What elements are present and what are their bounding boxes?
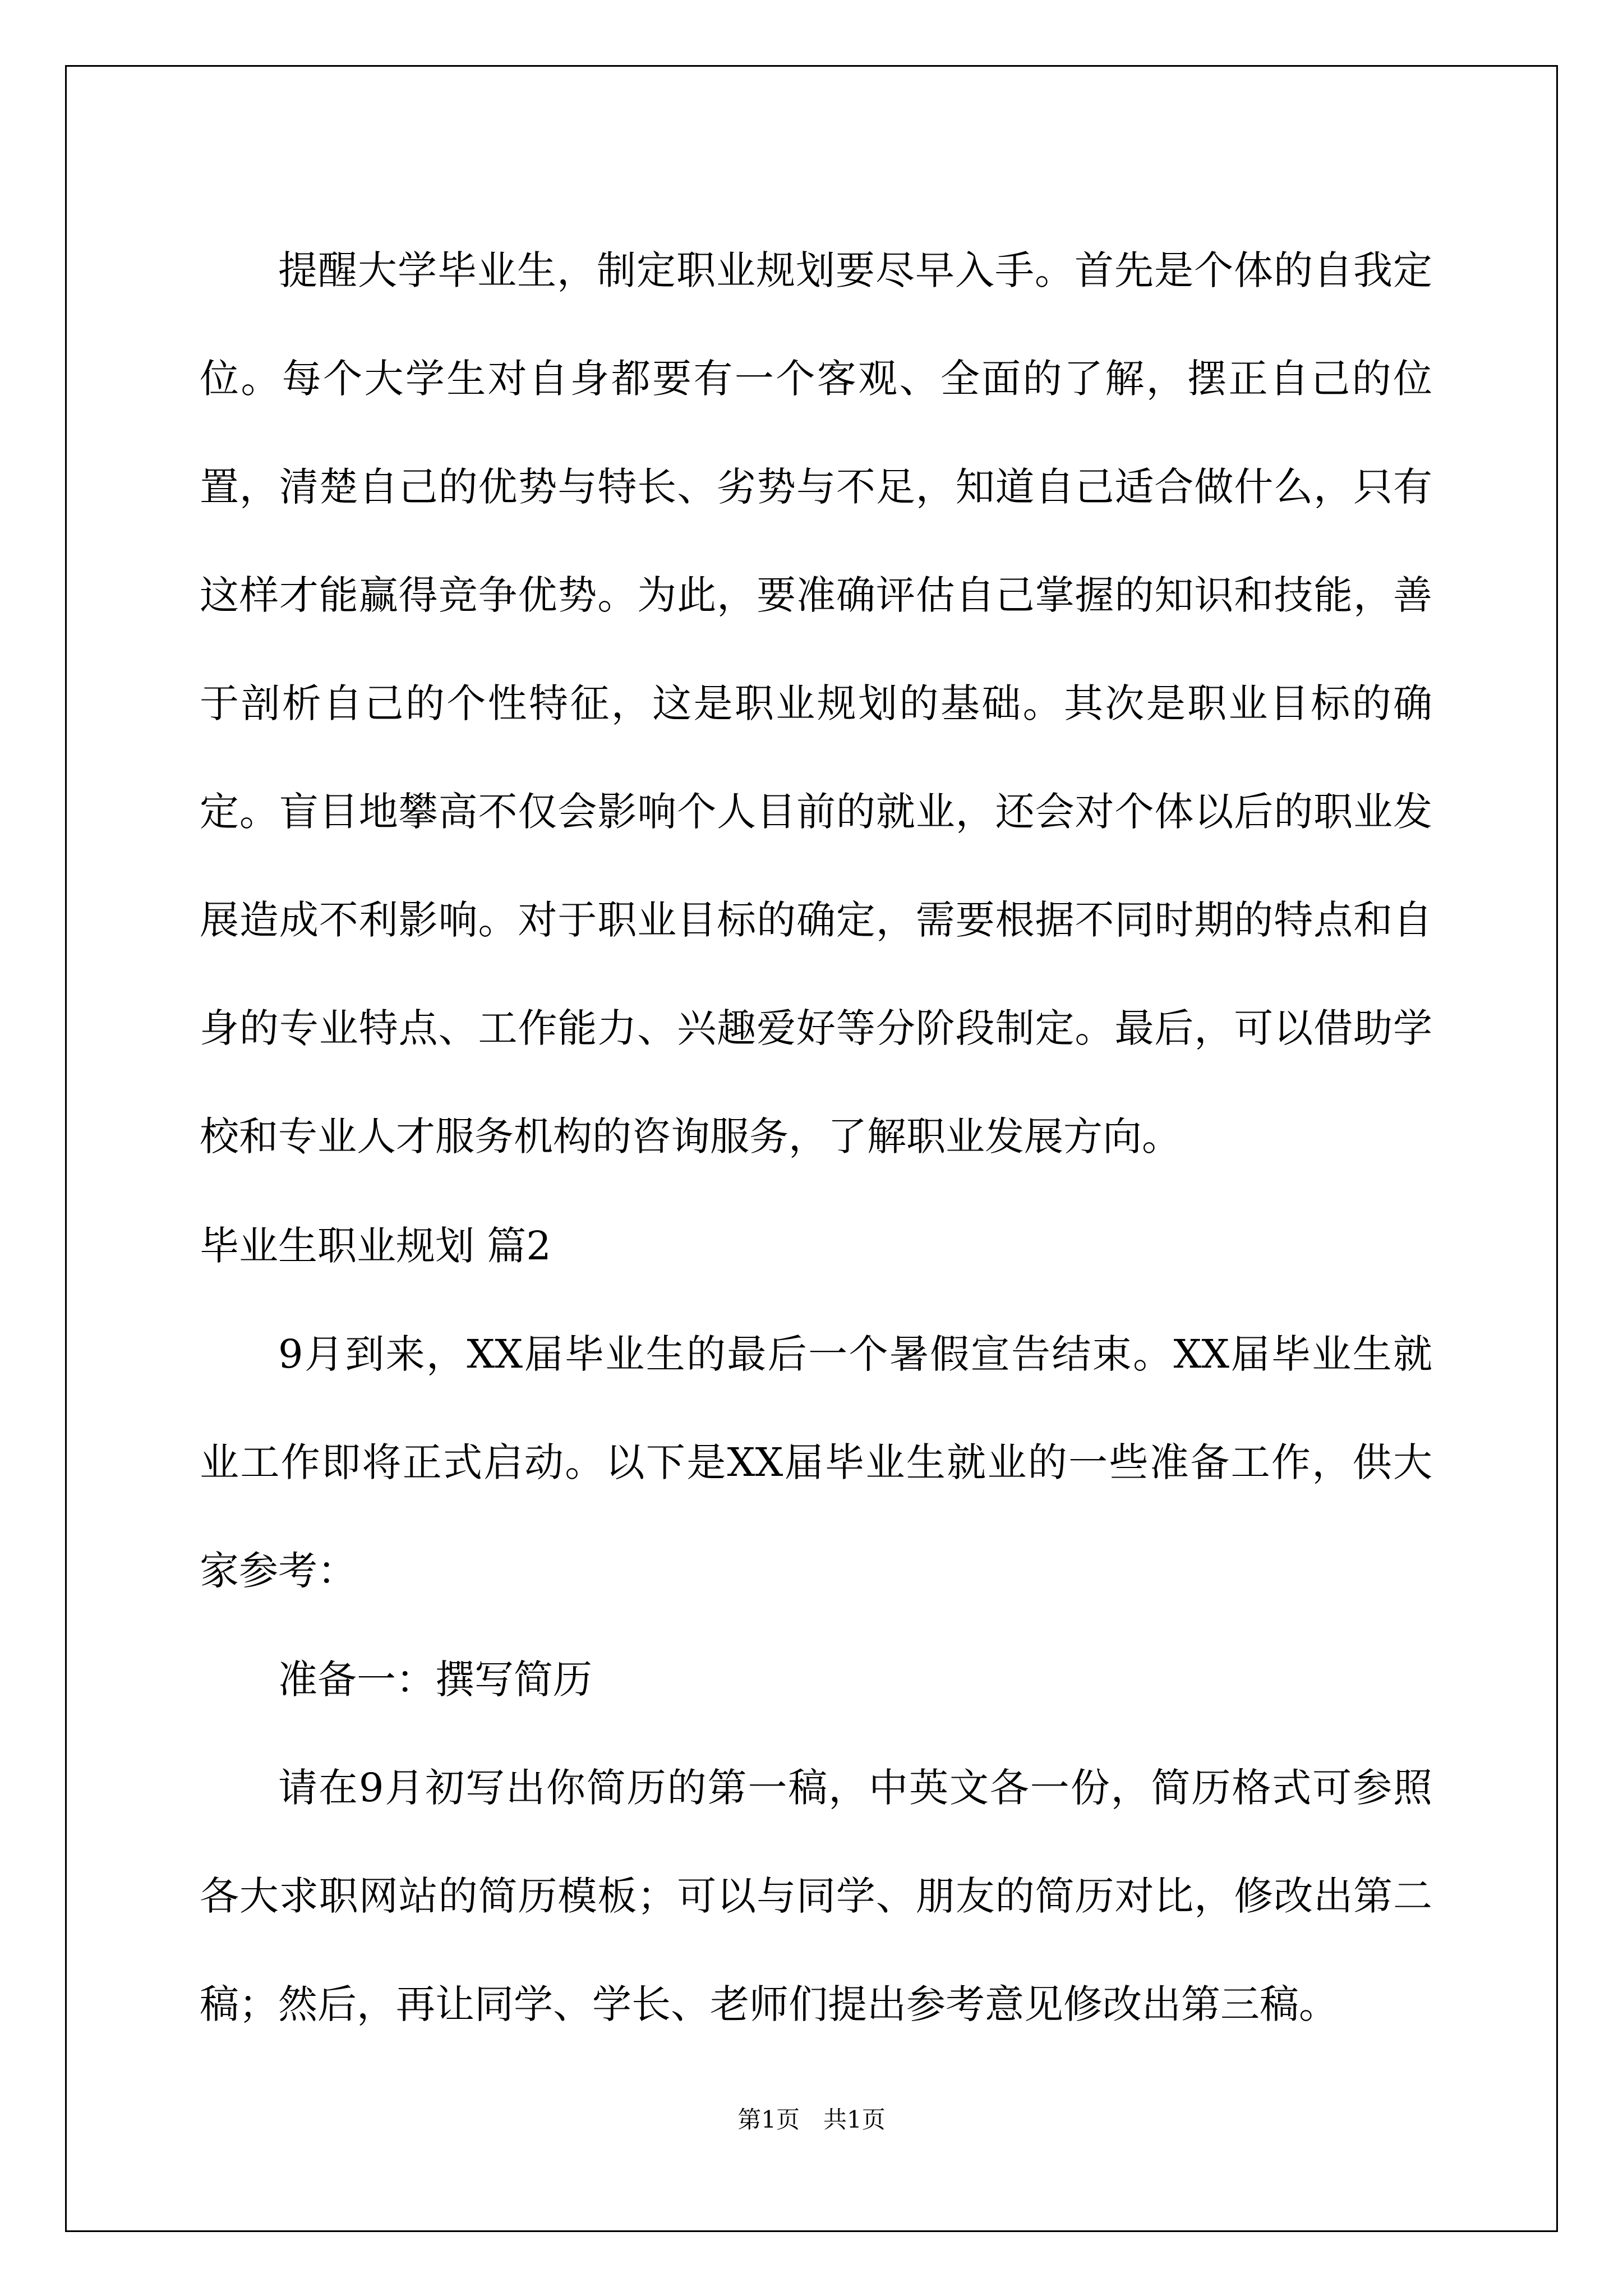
document-body	[200, 217, 1432, 2059]
paragraph-intro: 9月到来，XX届毕业生的最后一个暑假宣告结束。XX届毕业生就业工作即将正式启动。以下是XX届毕业生就业的一些准备工作，供大家参考：	[200, 1331, 1432, 1594]
paragraph-step-one-title: 准备一：撰写简历	[278, 1657, 592, 1703]
paragraph-resume-advice: 请在9月初写出你简历的第一稿，中英文各一份，简历格式可参照各大求职网站的简历模板；可以与同学、朋友的简历对比，修改出第二稿；然后，再让同学、学长、老师们提出参考意见修改出第三稿。	[200, 1765, 1432, 2027]
page-number-footer: 第1页 共1页	[737, 2106, 886, 2133]
paragraph-career-planning: 提醒大学毕业生，制定职业规划要尽早入手。首先是个体的自我定位。每个大学生对自身都要有一个客观、全面的了解，摆正自己的位置，清楚自己的优势与特长、劣势与不足，知道自己适合做什么，只有这样才能赢得竞争优势。为此，要准确评估自己掌握的知识和技能，善于剖析自己的个性特征，这是职业规划的基础。其次是职业目标的确定。盲目地攀高不仅会影响个人目前的就业，还会对个体以后的职业发展造成不利影响。对于职业目标的确定，需要根据不同时期的特点和自身的专业特点、工作能力、兴趣爱好等分阶段制定。最后，可以借助学校和专业人才服务机构的咨询服务，了解职业发展方向。	[200, 247, 1432, 1159]
section-heading: 毕业生职业规划 篇2	[200, 1223, 551, 1269]
